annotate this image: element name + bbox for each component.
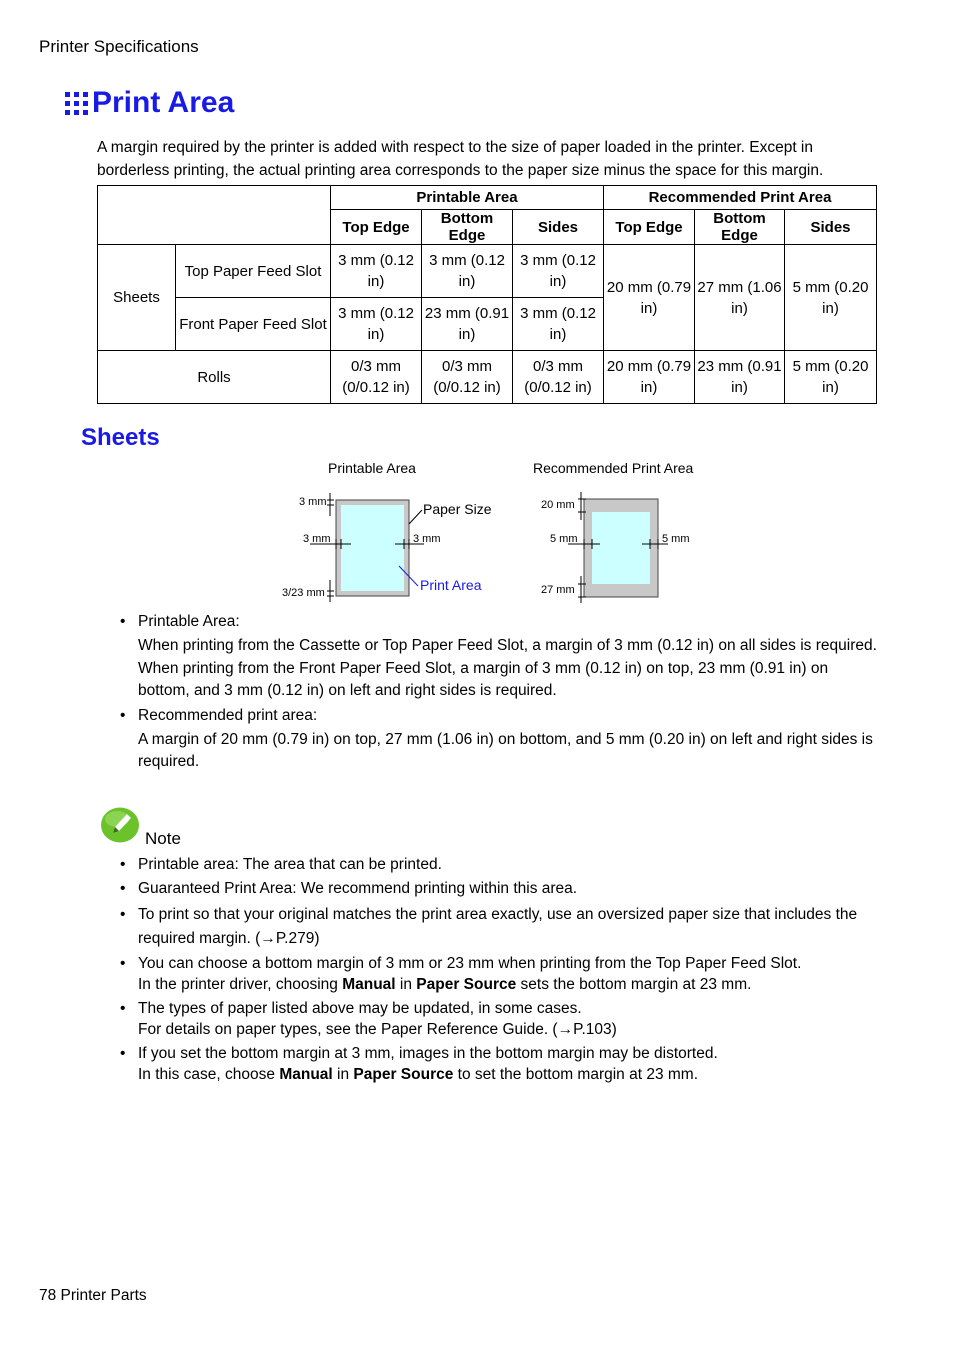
header-printable-area: Printable Area — [331, 186, 604, 210]
table-cell: 27 mm (1.06 in) — [695, 245, 785, 351]
print-area-diagram — [270, 455, 710, 605]
p-right-label: 3 mm — [413, 533, 441, 545]
row-label: Rolls — [98, 351, 331, 404]
list-item: • Guaranteed Print Area: We recommend printing within this area. — [120, 880, 578, 897]
table-cell: 3 mm (0.12 in) — [331, 298, 422, 351]
row-label: Top Paper Feed Slot — [176, 245, 331, 298]
col-header: Bottom Edge — [422, 210, 513, 245]
print-area-table — [97, 185, 877, 404]
print-area-label: Print Area — [420, 577, 482, 593]
note-text: Printable area: The area that can be printed. — [138, 856, 442, 873]
table-cell: 3 mm (0.12 in) — [331, 245, 422, 298]
table-cell: 5 mm (0.20 in) — [785, 245, 877, 351]
table-cell: 0/3 mm (0/0.12 in) — [422, 351, 513, 404]
paper-size-label: Paper Size — [423, 501, 492, 517]
note-text: In the printer driver, choosing Manual in Paper Source sets the bottom margin at 23 mm. — [138, 976, 752, 993]
list-item: • If you set the bottom margin at 3 mm, images in the bottom margin may be distorted. In this case, choose Manual in Paper Source to set the bottom margin at 23 mm. — [120, 1043, 880, 1085]
note-text: You can choose a bottom margin of 3 mm or 23 mm when printing from the Top Paper Feed Slot. — [138, 955, 802, 972]
table-cell: 5 mm (0.20 in) — [785, 351, 877, 404]
table-cell: 20 mm (0.79 in) — [604, 351, 695, 404]
bullet-label: Recommended print area: — [138, 707, 318, 724]
table-cell: 3 mm (0.12 in) — [422, 245, 513, 298]
table-cell: 0/3 mm (0/0.12 in) — [331, 351, 422, 404]
row-group-label: Sheets — [98, 245, 176, 351]
list-item: • The types of paper listed above may be updated, in some cases. For details on paper types, see the Paper Reference Guide. (→P.103) — [120, 998, 880, 1040]
list-item: • You can choose a bottom margin of 3 mm or 23 mm when printing from the Top Paper Feed Slot. In the printer driver, choosing Manual in Paper Source sets the bottom margin at 23 mm. — [120, 953, 880, 995]
p-bottom-label: 3/23 mm — [282, 587, 325, 599]
p-left-label: 3 mm — [303, 533, 331, 545]
bullet-paragraph: When printing from the Cassette or Top Paper Feed Slot, a margin of 3 mm (0.12 in) on all sides is required. — [138, 637, 877, 654]
table-cell: 23 mm (0.91 in) — [422, 298, 513, 351]
table-row — [98, 351, 877, 404]
note-text: In this case, choose Manual in Paper Source to set the bottom margin at 23 mm. — [138, 1066, 699, 1083]
table-cell: 0/3 mm (0/0.12 in) — [513, 351, 604, 404]
print-area-rect — [341, 505, 404, 591]
r-top-label: 20 mm — [541, 499, 575, 511]
list-item: • Printable area: The area that can be printed. — [120, 856, 442, 873]
note-text: For details on paper types, see the Paper Reference Guide. (→P.103) — [138, 1021, 617, 1038]
col-header: Top Edge — [331, 210, 422, 245]
list-item: • Recommended print area: — [120, 707, 318, 724]
note-list — [120, 854, 880, 1085]
r-left-label: 5 mm — [550, 533, 578, 545]
p-top-label: 3 mm — [299, 496, 327, 508]
page-title: Print Area — [92, 86, 235, 119]
table-cell: 3 mm (0.12 in) — [513, 298, 604, 351]
table-cell: 23 mm (0.91 in) — [695, 351, 785, 404]
bullet-paragraph: When printing from the Front Paper Feed Slot, a margin of 3 mm (0.12 in) on top, 23 mm (0.91 in) on bottom, and 3 mm (0.12 in) on left and right sides is required. — [138, 660, 829, 699]
note-text: Guaranteed Print Area: We recommend printing within this area. — [138, 880, 578, 897]
table-row — [98, 245, 877, 298]
page-footer: 78 Printer Parts — [39, 1287, 147, 1304]
note-text: To print so that your original matches the print area exactly, use an oversized paper size that includes the required margin. (→P.279) — [138, 906, 858, 947]
header-recommended-area: Recommended Print Area — [604, 186, 877, 210]
table-cell: 3 mm (0.12 in) — [513, 245, 604, 298]
table-cell: 20 mm (0.79 in) — [604, 245, 695, 351]
intro-paragraph: A margin required by the printer is added with respect to the size of paper loaded in the printer. Except in borderless printing, the actual printing area corresponds to the paper size minus the space for this margin. — [97, 139, 824, 179]
list-item: • To print so that your original matches the print area exactly, use an oversized paper size that includes the required margin. (→P.279) — [120, 906, 858, 947]
col-header: Sides — [785, 210, 877, 245]
bullet-label: Printable Area: — [138, 613, 240, 630]
r-right-label: 5 mm — [662, 533, 690, 545]
row-label: Front Paper Feed Slot — [176, 298, 331, 351]
table-corner — [98, 186, 331, 245]
bullet-paragraph: A margin of 20 mm (0.79 in) on top, 27 mm (1.06 in) on bottom, and 5 mm (0.20 in) on left and right sides is required. — [138, 731, 873, 770]
col-header: Bottom Edge — [695, 210, 785, 245]
recommended-caption: Recommended Print Area — [533, 460, 694, 476]
pencil-note-icon — [100, 806, 142, 844]
list-item: • Printable Area: — [120, 613, 240, 630]
recommended-area-rect — [592, 512, 650, 584]
col-header: Sides — [513, 210, 604, 245]
grid-icon — [65, 92, 88, 115]
sheets-heading: Sheets — [81, 424, 160, 451]
r-bottom-label: 27 mm — [541, 584, 575, 596]
running-header: Printer Specifications — [39, 37, 199, 56]
col-header: Top Edge — [604, 210, 695, 245]
section-title — [65, 86, 234, 120]
note-text: The types of paper listed above may be updated, in some cases. — [138, 1000, 582, 1017]
note-label: Note — [145, 829, 181, 848]
note-text: If you set the bottom margin at 3 mm, images in the bottom margin may be distorted. — [138, 1045, 718, 1062]
printable-caption: Printable Area — [328, 460, 416, 476]
sheets-bullets — [120, 611, 880, 773]
